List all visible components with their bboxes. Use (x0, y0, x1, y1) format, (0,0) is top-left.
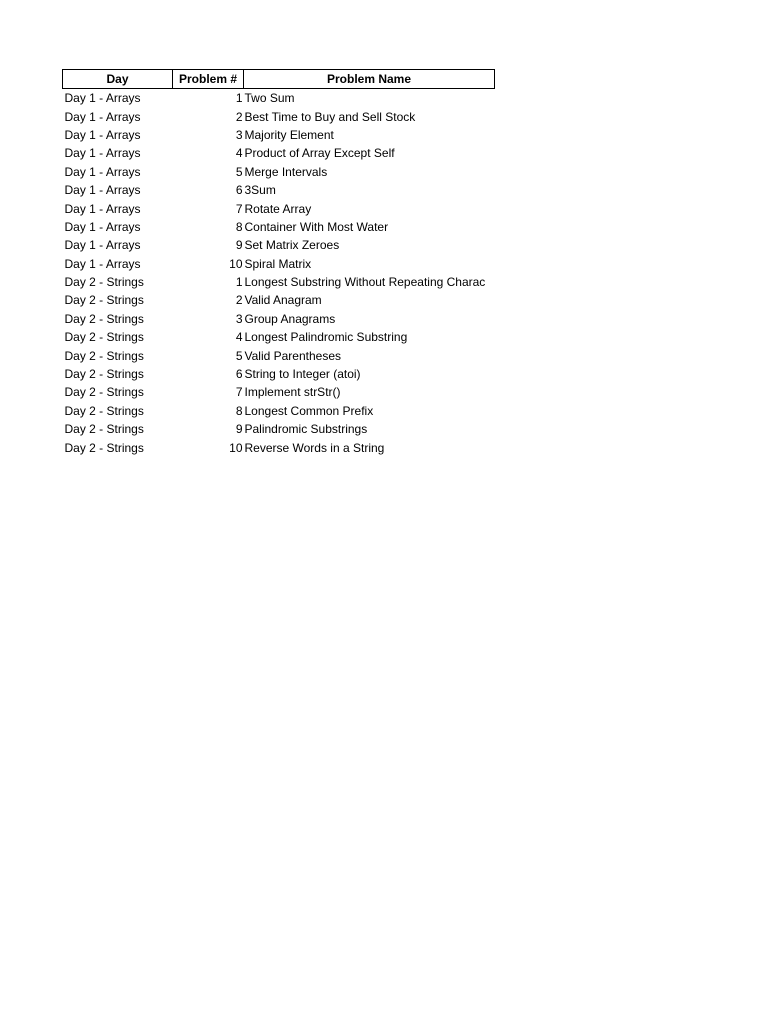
table-row (63, 236, 495, 254)
cell-problem-name: Majority Element (244, 127, 334, 142)
table-row (63, 126, 495, 144)
cell-day: Day 2 - Strings (64, 348, 144, 363)
cell-problem-name: Implement strStr() (244, 385, 341, 400)
header-day: Day (63, 70, 173, 89)
table-row (63, 218, 495, 236)
cell-day: Day 1 - Arrays (64, 256, 141, 271)
cell-day: Day 2 - Strings (64, 422, 144, 437)
cell-problem-number: 7 (235, 385, 243, 400)
problem-sheet (62, 69, 494, 457)
table-row (63, 310, 495, 328)
problems-table (62, 69, 495, 457)
cell-day: Day 2 - Strings (64, 440, 144, 455)
cell-problem-number: 10 (229, 256, 243, 271)
cell-problem-number: 6 (235, 367, 243, 382)
table-row (63, 328, 495, 346)
cell-problem-name: Group Anagrams (244, 311, 336, 326)
cell-day: Day 2 - Strings (64, 330, 144, 345)
header-problem-name: Problem Name (244, 70, 495, 89)
table-row (63, 199, 495, 217)
cell-day: Day 2 - Strings (64, 293, 144, 308)
cell-day: Day 2 - Strings (64, 275, 144, 290)
cell-problem-number: 1 (235, 91, 243, 106)
cell-day: Day 1 - Arrays (64, 183, 141, 198)
cell-problem-number: 3 (235, 127, 243, 142)
cell-day: Day 2 - Strings (64, 403, 144, 418)
cell-day: Day 1 - Arrays (64, 238, 141, 253)
table-row (63, 383, 495, 401)
cell-problem-name: 3Sum (244, 183, 276, 198)
table-row (63, 365, 495, 383)
cell-problem-name: String to Integer (atoi) (244, 367, 361, 382)
cell-problem-name: Two Sum (244, 91, 295, 106)
table-row (63, 144, 495, 162)
cell-problem-name: Rotate Array (244, 201, 312, 216)
table-row (63, 107, 495, 125)
cell-day: Day 1 - Arrays (64, 219, 141, 234)
cell-day: Day 1 - Arrays (64, 164, 141, 179)
cell-problem-name: Valid Anagram (244, 293, 322, 308)
cell-problem-number: 3 (235, 311, 243, 326)
cell-day: Day 1 - Arrays (64, 201, 141, 216)
table-row (63, 420, 495, 438)
cell-problem-name: Best Time to Buy and Sell Stock (244, 109, 416, 124)
cell-problem-name: Merge Intervals (244, 164, 328, 179)
cell-day: Day 1 - Arrays (64, 91, 141, 106)
cell-problem-number: 2 (235, 293, 243, 308)
cell-day: Day 1 - Arrays (64, 109, 141, 124)
cell-problem-number: 2 (235, 109, 243, 124)
table-row (63, 273, 495, 291)
cell-day: Day 2 - Strings (64, 385, 144, 400)
cell-problem-name: Set Matrix Zeroes (244, 238, 340, 253)
table-row (63, 346, 495, 364)
cell-day: Day 1 - Arrays (64, 127, 141, 142)
table-header (63, 70, 495, 89)
cell-problem-number: 9 (235, 238, 243, 253)
cell-problem-number: 6 (235, 183, 243, 198)
cell-problem-name: Longest Substring Without Repeating Charac (244, 275, 486, 290)
table-row (63, 181, 495, 199)
cell-problem-number: 5 (235, 348, 243, 363)
cell-problem-name: Longest Palindromic Substring (244, 330, 408, 345)
header-row (63, 70, 495, 89)
cell-problem-number: 4 (235, 146, 243, 161)
cell-problem-number: 8 (235, 403, 243, 418)
table-row (63, 402, 495, 420)
table-row (63, 438, 495, 456)
cell-problem-number: 10 (229, 440, 243, 455)
table-row (63, 89, 495, 108)
cell-problem-name: Container With Most Water (244, 219, 389, 234)
header-problem-number: Problem # (173, 70, 244, 89)
table-body (63, 89, 495, 457)
cell-problem-name: Longest Common Prefix (244, 403, 374, 418)
cell-day: Day 2 - Strings (64, 311, 144, 326)
cell-problem-name: Valid Parentheses (244, 348, 342, 363)
cell-problem-number: 5 (235, 164, 243, 179)
cell-problem-name: Spiral Matrix (244, 256, 312, 271)
cell-problem-number: 1 (235, 275, 243, 290)
table-row (63, 163, 495, 181)
table-row (63, 255, 495, 273)
cell-problem-number: 9 (235, 422, 243, 437)
cell-problem-name: Product of Array Except Self (244, 146, 395, 161)
table-row (63, 291, 495, 309)
cell-problem-number: 7 (235, 201, 243, 216)
cell-problem-number: 8 (235, 219, 243, 234)
cell-problem-name: Palindromic Substrings (244, 422, 368, 437)
cell-problem-name: Reverse Words in a String (244, 440, 385, 455)
cell-day: Day 1 - Arrays (64, 146, 141, 161)
cell-day: Day 2 - Strings (64, 367, 144, 382)
cell-problem-number: 4 (235, 330, 243, 345)
